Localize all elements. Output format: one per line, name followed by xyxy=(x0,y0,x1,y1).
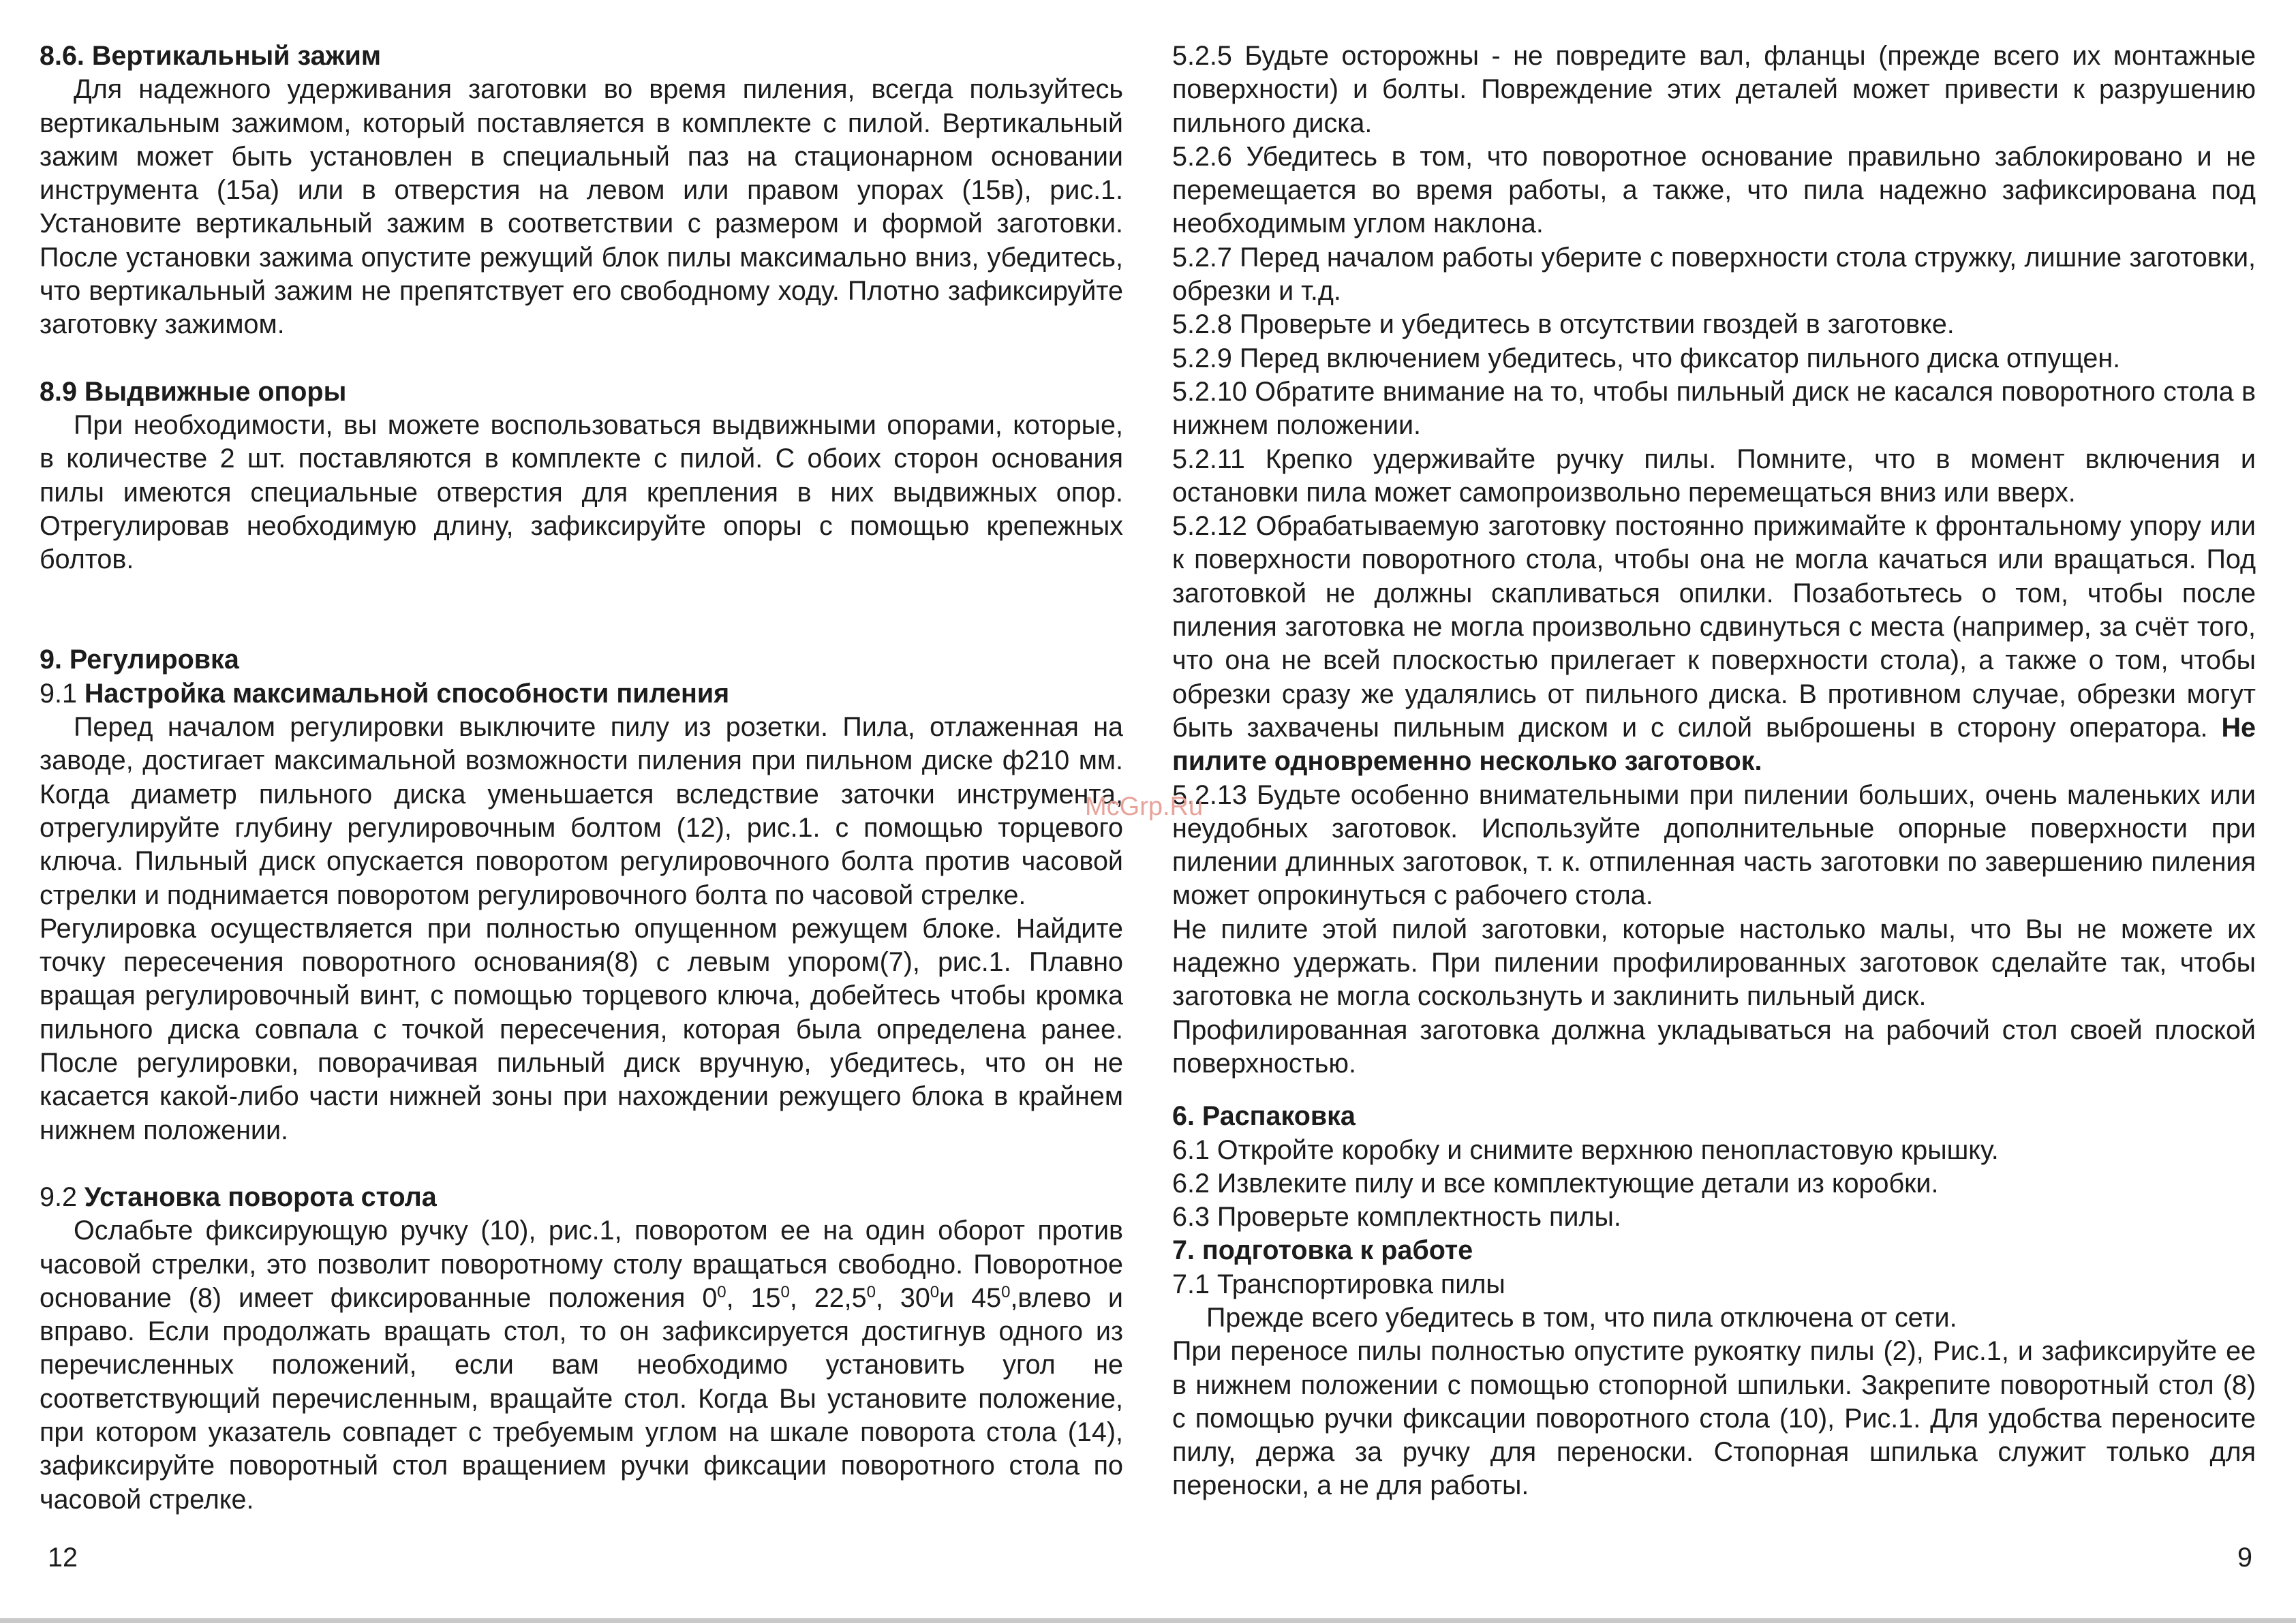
section-9-1-heading xyxy=(40,677,1123,711)
item-5-2-11: 5.2.11 Крепко удерживайте ручку пилы. Помните, что в момент включения и остановки пила может самопроизвольно перемещаться вниз или вверх. xyxy=(1172,444,2256,508)
section-7-heading: 7. подготовка к работе xyxy=(1172,1235,1473,1266)
watermark: McGrp.Ru xyxy=(1085,792,1204,821)
item-5-2-8: 5.2.8 Проверьте и убедитесь в отсутствии гвоздей в заготовке. xyxy=(1172,309,1955,340)
item-5-2-7: 5.2.7 Перед началом работы уберите с поверхности стола стружку, лишние заготовки, обрезки и т.д. xyxy=(1172,242,2256,307)
item-5-2-6: 5.2.6 Убедитесь в том, что поворотное основание правильно заблокировано и не перемещается во время работы, а также, что пила надежно зафиксирована под необходимым углом наклона. xyxy=(1172,141,2256,239)
section-6-heading: 6. Распаковка xyxy=(1172,1101,1356,1132)
item-5-2-12: 5.2.12 Обрабатываемую заготовку постоянно прижимайте к фронтальному упору или к поверхности поворотного стола, чтобы она не могла качаться или вращаться. Под заготовкой не должны скапливаться опилки. Позаботьтесь о том, чтобы после пиления заготовка не могла произвольно сдвинуться с места (например, за счёт того, что она не всей плоскостью прилегает к поверхности стола), а также о том, чтобы обрезки сразу же удалялись от пильного диска. В противном случае, обрезки могут быть захвачены пильным диском и с силой выброшены в сторону оператора. Не пилите одновременно несколько заготовок. xyxy=(1172,511,2256,777)
item-6-2: 6.2 Извлеките пилу и все комплектующие детали из коробки. xyxy=(1172,1168,1939,1199)
section-8-6-text: Для надежного удерживания заготовки во время пиления, всегда пользуйтесь вертикальным зажимом, который поставляется в комплекте с пилой. Вертикальный зажим может быть установлен в специальный паз на стационарном основании инструмента (15а) или в отверстия на левом или правом упорах (15в), рис.1. Установите вертикальный зажим в соответствии с размером и формой заготовки. После установки зажима опустите режущий блок пилы максимально вниз, убедитесь, что вертикальный зажим не препятствует его свободному ходу. Плотно зафиксируйте заготовку зажимом. xyxy=(40,74,1123,340)
section-8-9-text: При необходимости, вы можете воспользоваться выдвижными опорами, которые, в количестве 2 шт. поставляются в комплекте с пилой. С обоих сторон основания пилы имеются специальные отверстия для крепления в них выдвижных опор. Отрегулировав необходимую длину, зафиксируйте опоры с помощью крепежных болтов. xyxy=(40,409,1123,575)
section-9-2-text: Ослабьте фиксирующую ручку (10), рис.1, поворотом ее на один оборот против часовой стрелки, это позволит поворотному столу вращаться свободно. Поворотное основание (8) имеет фиксированные положения $0^0$, $15^0$, 22,5$^0$, $30^0и$ $45^0,влево$ и вправо. Если продолжать вращать стол, то он зафиксируется достигнув одного из перечисленных положений, если вам необходимо установить угол не соответствующий перечисленным, вращайте стол. Когда Вы установите положение, при котором указатель совпадет с требуемым углом на шкале поворота стола (14), зафиксируйте поворотный стол вращением ручки фиксации поворотного стола по часовой стрелке. xyxy=(40,1216,1123,1515)
section-9-2-number: 9.2 xyxy=(40,1181,85,1212)
item-5-2-13: 5.2.13 Будьте особенно внимательными при пилении больших, очень маленьких или неудобных заготовок. Используйте дополнительные опорные поверхности при пилении длинных заготовок, т. к. отпиленная часть заготовки по завершению пиления может опрокинуться с рабочего стола. xyxy=(1172,779,2256,911)
section-9-2-heading xyxy=(40,1181,1123,1214)
item-5-2-9: 5.2.9 Перед включением убедитесь, что фиксатор пильного диска отпущен. xyxy=(1172,343,2121,373)
section-8-9-heading: 8.9 Выдвижные опоры xyxy=(40,376,347,407)
page-number-right: 9 xyxy=(2237,1543,2252,1573)
section-9-1-paragraph-1: Перед началом регулировки выключите пилу из розетки. Пила, отлаженная на заводе, достигает максимальной возможности пиления при пильном диске ф210 мм. Когда диаметр пильного диска уменьшается вследствие заточки инструмента, отрегулируйте глубину регулировочным болтом (12), рис.1. с помощью торцевого ключа. Пильный диск опускается поворотом регулировочного болта против часовой стрелки и поднимается поворотом регулировочного болта по часовой стрелке. xyxy=(40,712,1123,910)
section-9-1-title: Настройка максимальной способности пиления xyxy=(84,678,730,709)
right-column xyxy=(1172,40,2256,1503)
item-6-1: 6.1 Откройте коробку и снимите верхнюю пенопластовую крышку. xyxy=(1172,1134,1999,1165)
section-9-2-title: Установка поворота стола xyxy=(84,1181,437,1212)
small-workpiece-paragraph: Не пилите этой пилой заготовки, которые настолько малы, что Вы не можете их надежно удержать. При пилении профилированных заготовок сделайте так, чтобы заготовка не могла соскользнуть и заклинить пильный диск. xyxy=(1172,914,2256,1012)
section-9-heading: 9. Регулировка xyxy=(40,645,239,675)
item-6-3: 6.3 Проверьте комплектность пилы. xyxy=(1172,1202,1621,1233)
item-5-2-5: 5.2.5 Будьте осторожны - не повредите вал, фланцы (прежде всего их монтажные поверхности) и болты. Повреждение этих деталей может привести к разрушению пильного диска. xyxy=(1172,41,2256,138)
item-7-1-intro: Прежде всего убедитесь в том, что пила отключена от сети. xyxy=(1206,1302,1957,1333)
item-5-2-12-warning: Не пилите одновременно несколько заготовок. xyxy=(1172,712,2256,777)
left-column xyxy=(40,40,1123,1517)
page-number-left: 12 xyxy=(48,1543,78,1573)
bottom-rule xyxy=(0,1618,2296,1623)
profiled-workpiece-paragraph: Профилированная заготовка должна укладываться на рабочий стол своей плоской поверхностью. xyxy=(1172,1015,2256,1079)
section-9-1-number: 9.1 xyxy=(40,678,85,709)
item-5-2-10: 5.2.10 Обратите внимание на то, чтобы пильный диск не касался поворотного стола в нижнем положении. xyxy=(1172,376,2256,441)
section-9-1-paragraph-2: Регулировка осуществляется при полностью опущенном режущем блоке. Найдите точку пересечения поворотного основания(8) с левым упором(7), рис.1. Плавно вращая регулировочный винт, с помощью торцевого ключа, добейтесь чтобы кромка пильного диска совпала с точкой пересечения, которая была определена ранее. После регулировки, поворачивая пильный диск вручную, убедитесь, что он не касается какой-либо части нижней зоны при нахождении режущего блока в крайнем нижнем положении. xyxy=(40,913,1123,1145)
section-8-6-heading: 8.6. Вертикальный зажим xyxy=(40,41,382,71)
item-7-1-heading: 7.1 Транспортировка пилы xyxy=(1172,1269,1505,1299)
item-7-1-text: При переносе пилы полностью опустите рукоятку пилы (2), Рис.1, и зафиксируйте ее в нижнем положении с помощью стопорной шпильки. Закрепите поворотный стол (8) с помощью ручки фиксации поворотного стола (10), Рис.1. Для удобства переносите пилу, держа за ручку для переноски. Стопорная шпилька служит только для переноски, а не для работы. xyxy=(1172,1336,2256,1501)
